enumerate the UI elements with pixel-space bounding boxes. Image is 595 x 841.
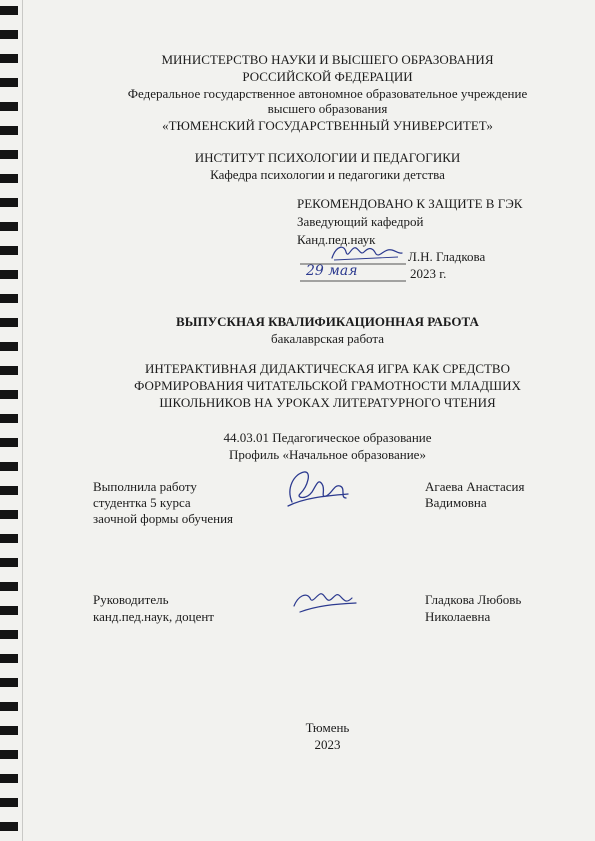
student-role-line-2: студентка 5 курса (93, 495, 191, 510)
institution-line-2: высшего образования (267, 101, 388, 116)
profile: Профиль «Начальное образование» (229, 447, 426, 462)
student-role-line-1: Выполнила работу (93, 479, 197, 494)
signature-supervisor (294, 594, 356, 612)
work-type: ВЫПУСКНАЯ КВАЛИФИКАЦИОННАЯ РАБОТА (176, 314, 479, 329)
work-subtype: бакалаврская работа (271, 331, 384, 346)
approval-position: Заведующий кафедрой (297, 214, 424, 229)
supervisor-name-line-2: Николаевна (425, 609, 491, 624)
institute-name: ИНСТИТУТ ПСИХОЛОГИИ И ПЕДАГОГИКИ (194, 150, 461, 165)
approval-signer: Л.Н. Гладкова (408, 249, 486, 264)
supervisor-role-line-2: канд.пед.наук, доцент (93, 609, 214, 624)
spiral-binding (0, 0, 24, 841)
specialty: 44.03.01 Педагогическое образование (223, 430, 432, 445)
approval-heading: РЕКОМЕНДОВАНО К ЗАЩИТЕ В ГЭК (297, 196, 523, 211)
student-role-line-3: заочной формы обучения (93, 511, 234, 526)
work-title-line-3: ШКОЛЬНИКОВ НА УРОКАХ ЛИТЕРАТУРНОГО ЧТЕНИЯ (159, 395, 496, 410)
signature-head-of-department (332, 247, 402, 258)
university-name: «ТЮМЕНСКИЙ ГОСУДАРСТВЕННЫЙ УНИВЕРСИТЕТ» (162, 118, 493, 133)
student-name-line-1: Агаева Анастасия (425, 479, 525, 494)
footer-year: 2023 (314, 737, 341, 752)
ministry-line-1: МИНИСТЕРСТВО НАУКИ И ВЫСШЕГО ОБРАЗОВАНИЯ (161, 52, 494, 67)
supervisor-role-line-1: Руководитель (93, 592, 169, 607)
institution-line-1: Федеральное государственное автономное образовательное учреждение (127, 86, 528, 101)
work-title-line-2: ФОРМИРОВАНИЯ ЧИТАТЕЛЬСКОЙ ГРАМОТНОСТИ МЛАДШИХ (134, 378, 521, 393)
signature-underline (334, 257, 398, 260)
approval-date-handwritten: 29 мая (306, 263, 358, 279)
student-name-line-2: Вадимовна (425, 495, 487, 510)
department-name: Кафедра психологии и педагогики детства (210, 167, 445, 182)
supervisor-name-line-1: Гладкова Любовь (425, 592, 522, 607)
approval-degree: Канд.пед.наук (297, 232, 376, 247)
binding-edge (22, 0, 23, 841)
approval-year: 2023 г. (410, 266, 447, 281)
signature-student (288, 472, 348, 506)
ministry-line-2: РОССИЙСКОЙ ФЕДЕРАЦИИ (242, 69, 413, 84)
footer-city: Тюмень (305, 720, 350, 735)
work-title-line-1: ИНТЕРАКТИВНАЯ ДИДАКТИЧЕСКАЯ ИГРА КАК СРЕДСТВО (144, 361, 510, 376)
